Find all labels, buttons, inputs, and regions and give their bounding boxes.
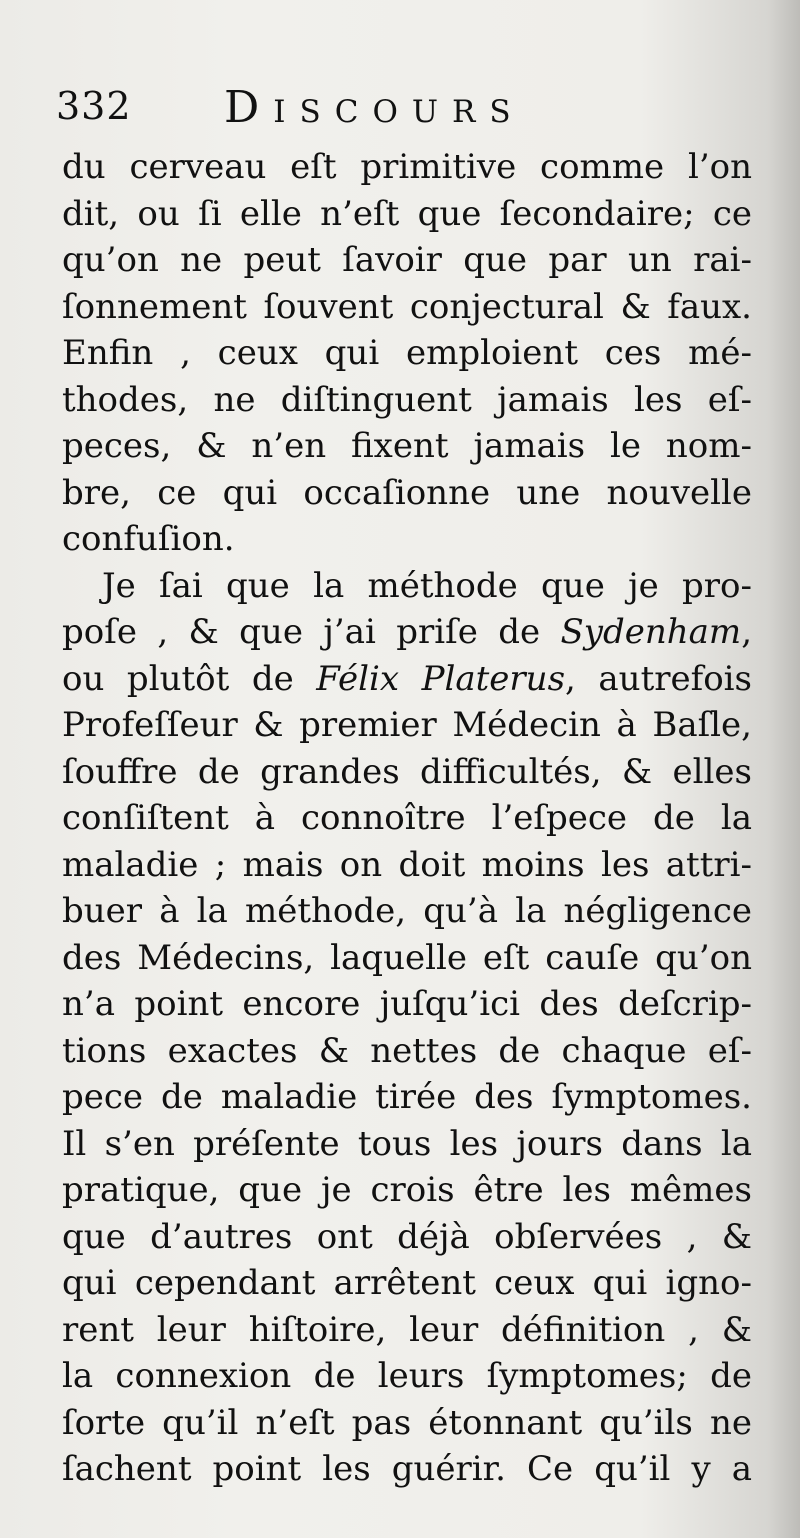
text-line: Il s’en préſente tous les jours dans la [62,1123,752,1164]
text-line: pece de maladie tirée des ſymptomes. [62,1077,752,1117]
body-text [62,144,752,1493]
text-line: maladie ; mais on doit moins les attri- [62,844,752,885]
text-line: buer à la méthode, qu’à la négligence [62,891,752,931]
text-line: pratique, que je crois être les mêmes [62,1170,752,1210]
text-line: thodes, ne diſtinguent jamais les eſ- [62,379,752,420]
text-line-paragraph-start: Je ſai que la méthode que je pro- [102,565,752,606]
text-line: rent leur hiſtoire, leur définition , & [62,1309,752,1350]
text-line: qui cependant arrêtent ceux qui igno- [62,1263,752,1303]
text-line: n’a point encore juſqu’ici des deſcrip- [62,984,752,1024]
text-line: ſouffre de grandes difficultés, & elles [62,751,752,792]
text-fragment: poſe , & que j’ai priſe de [62,612,561,652]
text-line: ſonnement ſouvent conjectural & faux. [62,286,752,327]
text-line: confuſion. [62,519,235,559]
page-header [56,78,756,138]
text-line-with-italic [62,609,752,656]
text-line: dit, ou ſi elle n’eſt que ſecondaire; ce [62,193,752,234]
text-line: la connexion de leurs ſymptomes; de [62,1356,752,1396]
text-line: du cerveau eſt primitive comme l’on [62,147,752,187]
text-line: Enfin , ceux qui emploient ces mé- [62,333,752,373]
text-line: des Médecins, laquelle eſt cauſe qu’on [62,937,752,978]
text-line: bre, ce qui occaſionne une nouvelle [62,472,752,513]
text-fragment: ou plutôt de [62,658,317,699]
page-number: 332 [56,84,132,128]
text-line: qu’on ne peut ſavoir que par un rai- [62,240,752,280]
text-line: Profeſſeur & premier Médecin à Baſle, [62,705,752,745]
text-line: que d’autres ont déjà obſervées , & [62,1216,752,1257]
italic-name-sydenham: Sydenham [560,612,742,652]
text-line-with-italic [62,656,752,703]
text-line: ſachent point les guérir. Ce qu’il y a [62,1449,752,1489]
text-fragment: , [741,612,752,652]
text-line: ſorte qu’il n’eſt pas étonnant qu’ils ne [62,1402,752,1443]
text-line: peces, & n’en fixent jamais le nom- [62,426,752,466]
running-title: Discours [224,82,525,133]
text-fragment: , autrefois [565,658,752,699]
text-line: tions exactes & nettes de chaque eſ- [62,1030,752,1071]
italic-name-platerus: Félix Platerus [316,658,566,699]
text-line: conſiſtent à connoître l’eſpece de la [62,798,752,838]
